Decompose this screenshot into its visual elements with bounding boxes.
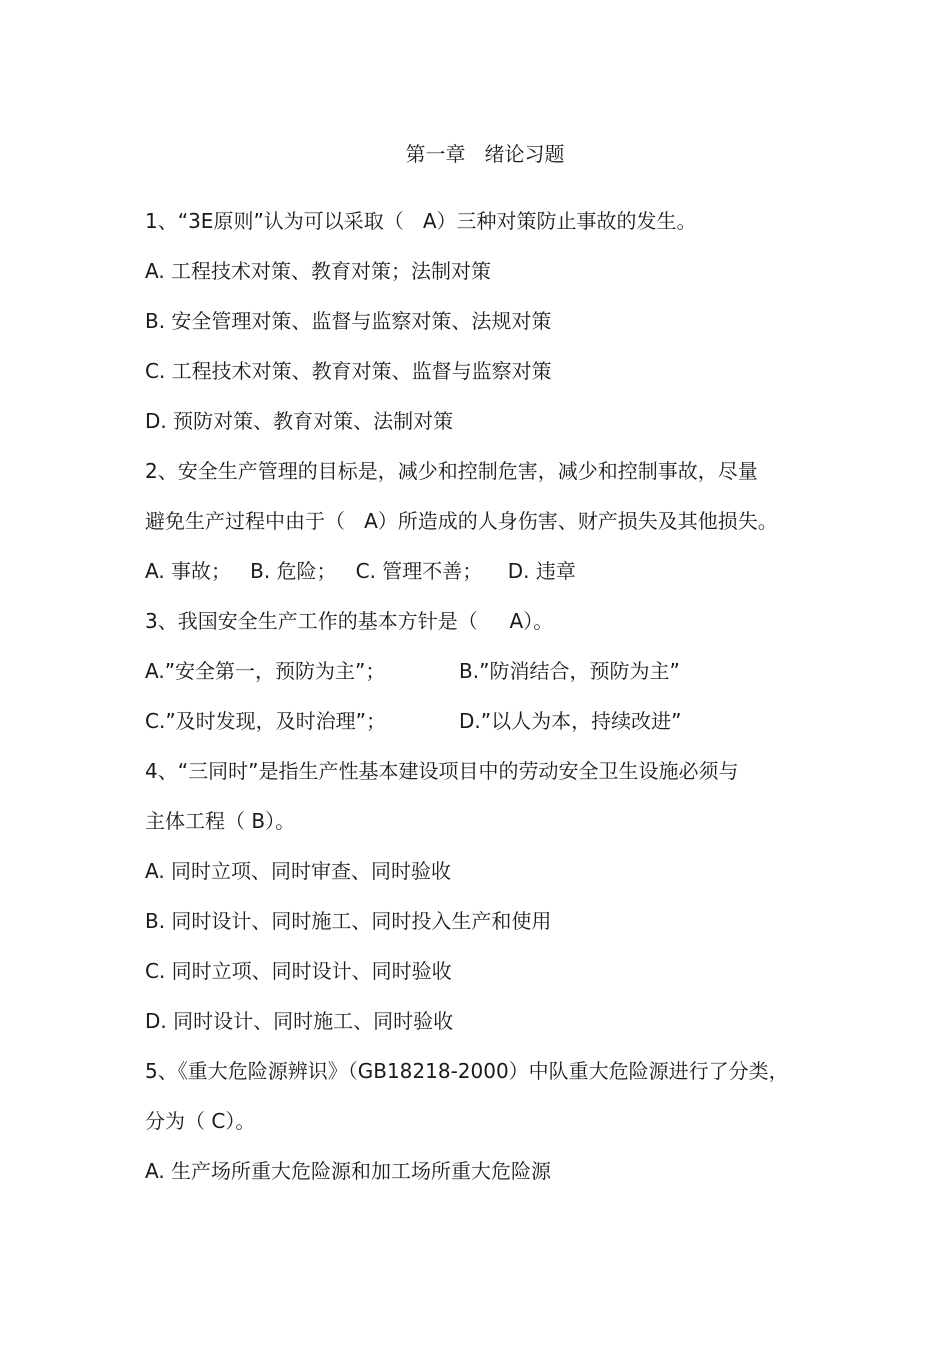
question-3-options-row-1 — [145, 656, 825, 706]
question-3-stem: 3、我国安全生产工作的基本方针是（ A）。 — [145, 609, 554, 633]
question-4-option-d: D. 同时设计、同时施工、同时验收 — [145, 1009, 454, 1033]
question-3-options-row-2 — [145, 706, 825, 756]
question-2-stem-line-2: 避免生产过程中由于（ A）所造成的人身伤害、财产损失及其他损失。 — [145, 509, 778, 533]
question-3-option-a: A.”安全第一，预防为主”； — [145, 659, 386, 683]
question-3-option-d: D.”以人为本，持续改进” — [459, 709, 682, 733]
question-1-stem: 1、“3E原则”认为可以采取（ A）三种对策防止事故的发生。 — [145, 209, 697, 233]
question-5-stem-line-1: 5、《重大危险源辨识》（GB18218-2000）中队重大危险源进行了分类， — [145, 1059, 789, 1083]
question-4-option-b: B. 同时设计、同时施工、同时投入生产和使用 — [145, 909, 552, 933]
question-4-option-c: C. 同时立项、同时设计、同时验收 — [145, 959, 452, 983]
question-4-stem-line-2: 主体工程（ B）。 — [145, 809, 296, 833]
question-2-options: A. 事故； B. 危险； C. 管理不善； D. 违章 — [145, 559, 576, 583]
question-2-stem-line-1: 2、安全生产管理的目标是，减少和控制危害，减少和控制事故，尽量 — [145, 459, 758, 483]
question-1-option-d: D. 预防对策、教育对策、法制对策 — [145, 409, 454, 433]
question-3-option-b: B.”防消结合，预防为主” — [459, 659, 680, 683]
question-4-stem-line-1: 4、“三同时”是指生产性基本建设项目中的劳动安全卫生设施必须与 — [145, 759, 739, 783]
question-4-option-a: A. 同时立项、同时审查、同时验收 — [145, 859, 452, 883]
question-5-stem-line-2: 分为（ C）。 — [145, 1109, 256, 1133]
chapter-title: 第一章 绪论习题 — [405, 142, 565, 166]
question-1-option-b: B. 安全管理对策、监督与监察对策、法规对策 — [145, 309, 552, 333]
question-1-option-a: A. 工程技术对策、教育对策；法制对策 — [145, 259, 492, 283]
question-1-option-c: C. 工程技术对策、教育对策、监督与监察对策 — [145, 359, 552, 383]
question-3-option-c: C.”及时发现，及时治理”； — [145, 709, 387, 733]
question-5-option-a: A. 生产场所重大危险源和加工场所重大危险源 — [145, 1159, 552, 1183]
exercise-list — [145, 206, 825, 1206]
